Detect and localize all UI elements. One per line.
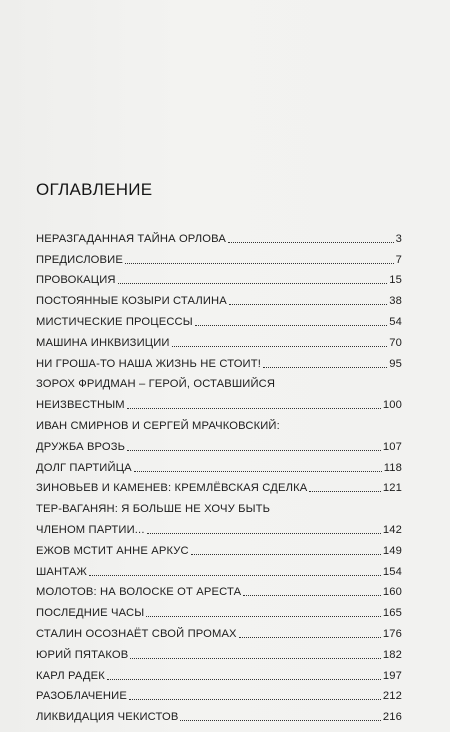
- toc-entry: [36, 557, 402, 578]
- dot-leader: [180, 719, 380, 721]
- toc-entry-page: 216: [382, 711, 402, 724]
- toc-entry: [36, 390, 402, 411]
- toc-entry-title: КАРЛ РАДЕК: [36, 669, 105, 682]
- toc-entry-page: 95: [389, 357, 402, 370]
- toc-entry: [36, 286, 402, 307]
- toc-entry-first-line: [36, 370, 402, 391]
- toc-entry-title: ИВАН СМИРНОВ И СЕРГЕЙ МРАЧКОВСКИЙ:: [36, 419, 280, 432]
- dot-leader: [191, 553, 381, 555]
- toc-entry-page: 15: [389, 274, 402, 287]
- toc-entry: [36, 536, 402, 557]
- toc-entry-title: ЧЛЕНОМ ПАРТИИ...: [36, 523, 145, 536]
- toc-entry-title: ПРОВОКАЦИЯ: [36, 274, 116, 287]
- toc-entry-page: 142: [382, 523, 402, 536]
- toc-entry-title: РАЗОБЛАЧЕНИЕ: [36, 690, 127, 703]
- toc-entry-title: МОЛОТОВ: НА ВОЛОСКЕ ОТ АРЕСТА: [36, 586, 242, 599]
- toc-entry: [36, 432, 402, 453]
- dot-leader: [118, 282, 388, 284]
- toc-entry-title: ПОСЛЕДНИЕ ЧАСЫ: [36, 607, 145, 620]
- toc-entry: [36, 515, 402, 536]
- toc-entry: [36, 682, 402, 703]
- toc-entry-title: ЛИКВИДАЦИЯ ЧЕКИСТОВ: [36, 711, 179, 724]
- toc-entry-page: 38: [389, 295, 402, 308]
- toc-entry-page: 197: [382, 669, 402, 682]
- toc-entry-title: ШАНТАЖ: [36, 565, 87, 578]
- dot-leader: [229, 303, 387, 305]
- toc-entry-title: МАШИНА ИНКВИЗИЦИИ: [36, 336, 170, 349]
- toc-entry-title: ЮРИЙ ПЯТАКОВ: [36, 648, 129, 661]
- toc-entry-page: 165: [382, 607, 402, 620]
- toc-entry-title: МИСТИЧЕСКИЕ ПРОЦЕССЫ: [36, 315, 193, 328]
- toc-entry-page: 100: [382, 399, 402, 412]
- toc-entry-title: ДОЛГ ПАРТИЙЦА: [36, 461, 132, 474]
- dot-leader: [239, 636, 381, 638]
- toc-entry-title: НИ ГРОША-ТО НАША ЖИЗНЬ НЕ СТОИТ!: [36, 357, 261, 370]
- page-title: ОГЛАВЛЕНИЕ: [36, 180, 153, 199]
- dot-leader: [127, 407, 381, 409]
- toc-entry-title: ЕЖОВ МСТИТ АННЕ АРКУС: [36, 544, 189, 557]
- toc-entry-title: ПРЕДИСЛОВИЕ: [36, 253, 123, 266]
- toc-entry: [36, 619, 402, 640]
- toc-entry-title: ДРУЖБА ВРОЗЬ: [36, 440, 126, 453]
- dot-leader: [263, 366, 387, 368]
- toc-entry-title: ТЕР-ВАГАНЯН: Я БОЛЬШЕ НЕ ХОЧУ БЫТЬ: [36, 503, 271, 516]
- toc-entry-title: СТАЛИН ОСОЗНАЁТ СВОЙ ПРОМАХ: [36, 627, 237, 640]
- toc-entry-page: 176: [382, 627, 402, 640]
- toc-entry-page: 149: [382, 544, 402, 557]
- toc-entry-page: 7: [395, 253, 402, 266]
- toc-entry: [36, 245, 402, 266]
- toc-entry-first-line: [36, 411, 402, 432]
- dot-leader: [130, 657, 381, 659]
- dot-leader: [172, 345, 388, 347]
- dot-leader: [147, 532, 381, 534]
- dot-leader: [195, 324, 387, 326]
- toc-entry: [36, 266, 402, 287]
- dot-leader: [127, 449, 381, 451]
- toc-entry-title: ЗИНОВЬЕВ И КАМЕНЕВ: КРЕМЛЁВСКАЯ СДЕЛКА: [36, 482, 308, 495]
- toc-entry: [36, 598, 402, 619]
- toc-entry: [36, 328, 402, 349]
- toc-entry-page: 54: [389, 315, 402, 328]
- toc-entry: [36, 224, 402, 245]
- toc-entry-first-line: [36, 494, 402, 515]
- toc-entry-title: НЕРАЗГАДАННАЯ ТАЙНА ОРЛОВА: [36, 232, 226, 245]
- toc-entry: [36, 453, 402, 474]
- table-of-contents: [36, 224, 402, 723]
- toc-entry: [36, 578, 402, 599]
- toc-entry-page: 107: [382, 440, 402, 453]
- dot-leader: [125, 262, 394, 264]
- dot-leader: [89, 574, 381, 576]
- toc-entry: [36, 307, 402, 328]
- toc-entry-page: 160: [382, 586, 402, 599]
- toc-entry-title: ПОСТОЯННЫЕ КОЗЫРИ СТАЛИНА: [36, 295, 227, 308]
- toc-entry-page: 154: [382, 565, 402, 578]
- toc-entry-page: 3: [395, 232, 402, 245]
- toc-entry-page: 182: [382, 648, 402, 661]
- toc-entry-page: 118: [383, 461, 402, 474]
- dot-leader: [228, 241, 394, 243]
- toc-entry: [36, 349, 402, 370]
- toc-entry: [36, 474, 402, 495]
- dot-leader: [107, 678, 381, 680]
- toc-entry: [36, 702, 402, 723]
- dot-leader: [243, 594, 381, 596]
- toc-entry: [36, 640, 402, 661]
- toc-entry-page: 212: [382, 690, 402, 703]
- toc-entry-page: 70: [389, 336, 402, 349]
- dot-leader: [309, 490, 381, 492]
- toc-entry-title: НЕИЗВЕСТНЫМ: [36, 399, 125, 412]
- toc-entry: [36, 661, 402, 682]
- dot-leader: [146, 615, 381, 617]
- toc-entry-title: ЗОРОХ ФРИДМАН – ГЕРОЙ, ОСТАВШИЙСЯ: [36, 378, 276, 391]
- dot-leader: [134, 470, 382, 472]
- dot-leader: [129, 698, 381, 700]
- toc-entry-page: 121: [382, 482, 402, 495]
